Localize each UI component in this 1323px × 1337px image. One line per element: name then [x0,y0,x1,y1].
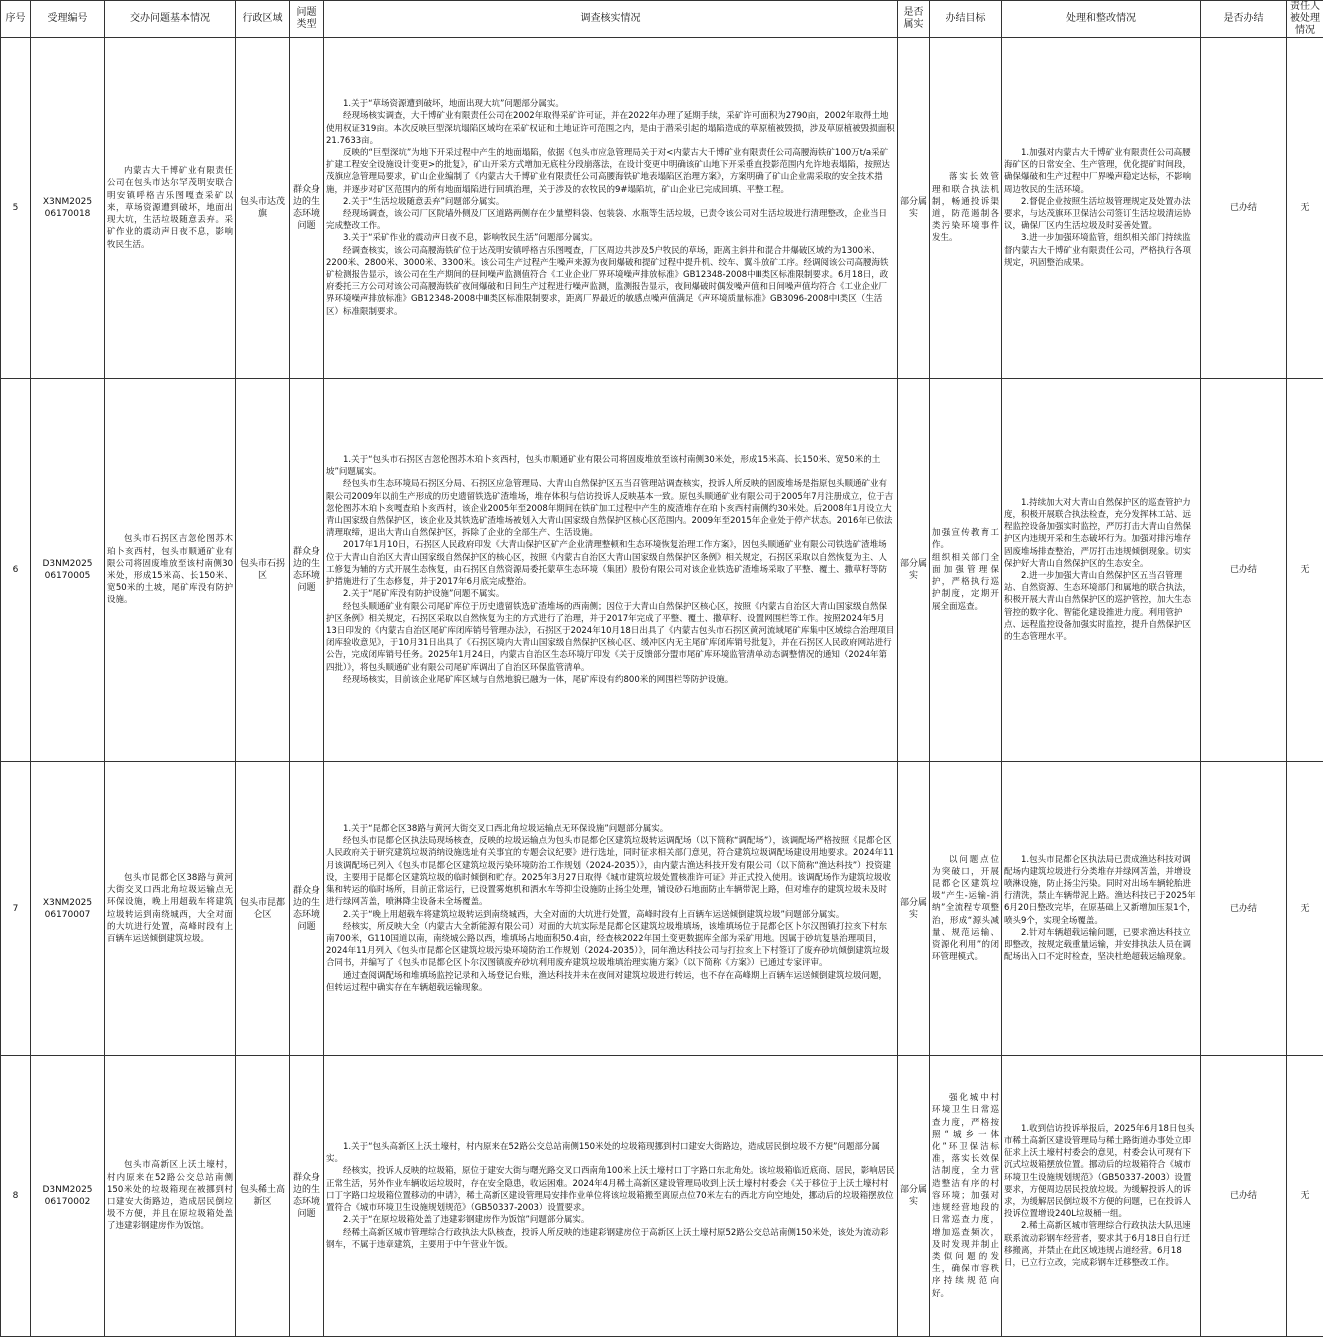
table-header-row [1,1,1323,38]
investigation-paragraph: 经包头市昆都仑区执法局现场核查，反映的垃圾运输点为包头市昆都仑区建筑垃圾转运调配场（以下简称“调配场”），该调配场严格按照《昆都仑区人民政府关于研究建筑垃圾消纳设施选址有关事宜的专题会议纪要》进行选址，同时征求相关部门意见，符合建筑垃圾调配场建设用地要求。2024年11月该调配场已列入《包头市昆都仑区建筑垃圾污染环境防治工作规划（2024-2035）》，由内蒙古渔达科技开发有限公司（以下简称“渔达科技”）投资建设，主要用于昆都仑区建筑垃圾的临时倾倒和贮存。2025年3月27日取得《城市建筑垃圾处置核准许可证》并正式投入使用。该调配场作为建筑垃圾收集和转运的临时场所，目前正常运行，已设置雾炮机和洒水车等抑尘设施防止扬尘处理，铺设砂石地面防止车辆带泥上路，但对堆存的建筑垃圾未及时进行绿网苫盖，喷淋降尘设备未全场覆盖。 [326,835,895,908]
row-code: X3NM2025 06170007 [31,762,105,1056]
investigation-paragraph: 1.关于“包头高新区上沃土壕村，村内原来在52路公交总站南侧150米处的垃圾箱现挪到村口建安大街路边，造成居民倒垃圾不方便”问题部分属实。 [326,1141,895,1165]
row-district: 包头市昆都仑区 [236,762,290,1056]
row-verified: 部分属实 [898,379,930,762]
row-district: 包头稀土高新区 [236,1056,290,1337]
row-seq: 7 [1,762,31,1056]
row-problem: 包头市高新区上沃土壕村，村内原来在52路公交总站南侧150米处的垃圾箱现在被挪到村口建安大街路边，造成居民倒垃圾不方便，并且在原垃圾箱处盖了违建彩钢建房作为饭馆。 [105,1056,236,1337]
row-verified: 部分属实 [898,1056,930,1337]
table-row [1,38,1323,379]
investigation-paragraph: 2017年1月10日，石拐区人民政府印发《大青山保护区矿产企业清理整顿和生态环境恢复治理工作方案》，因包头顺通矿业有限公司铁选矿渣堆场位于大青山自治区大青山国家级自然保护区的核心区，按照《内蒙古自治区大青山国家级自然保护区条例》相关规定，石拐区采取以自然恢复为主、人工修复为辅的方式开展生态恢复，由石拐区自然资源局委托蒙草生态环境（集团）股份有限公司对该企业铁选矿渣堆场采取了平整、覆土、撒草籽等防护措施进行了生态修复，并于2017年6月底完成整治。 [326,539,895,588]
header-measures: 处理和整改情况 [1002,1,1201,38]
row-goal: 加强宣传教育工作。 组织相关部门全面加强管理保护，严格执行巡护制度，定期开展全面巡查。 [930,379,1002,762]
row-code: D3NM2025 06170002 [31,1056,105,1337]
row-measures [1002,762,1201,1056]
investigation-paragraph: 1.关于“包头市石拐区吉忽伦图苏木珀卜亥西村，包头市顺通矿业有限公司将固废堆放至该村南侧30米处，形成15米高、长150米、宽50米的土坡”问题属实。 [326,454,895,478]
investigation-paragraph: 经稀土高新区城市管理综合行政执法大队核查，投诉人所反映的违建彩钢建房位于高新区上沃土壕村原52路公交总站南侧150米处，该处为流动彩钢车，不属于违章建筑，主要用于中午营业午饭。 [326,1227,895,1251]
measure-paragraph: 2.针对车辆超载运输问题，已要求渔达科技立即整改，按规定载重量运输，并安排执法人员在调配场出入口不定时检查，坚决杜绝超载运输现象。 [1004,927,1198,964]
table-row [1,762,1323,1056]
row-closed: 已办结 [1201,379,1287,762]
header-closed: 是否办结 [1201,1,1287,38]
investigation-paragraph: 2.关于“晚上用超载车将建筑垃圾转运到南绕城西，大全对面的大坑进行处置，高峰时段有上百辆车运送倾倒建筑垃圾”问题部分属实。 [326,909,895,921]
row-measures [1002,38,1201,379]
investigation-paragraph: 1.关于“昆都仑区38路与黄河大街交叉口西北角垃圾运输点无环保设施”问题部分属实。 [326,823,895,835]
row-problem: 包头市石拐区吉忽伦图苏木珀卜亥西村，包头市顺通矿业有限公司将固废堆放至该村南侧30米处，形成15米高、长150米、宽50米的土坡，尾矿库没有防护设施。 [105,379,236,762]
investigation-paragraph: 3.关于“采矿作业的震动声日夜不息，影响牧民生活”问题部分属实。 [326,232,895,244]
row-investigation [324,379,898,762]
row-type: 群众身边的生态环境问题 [290,762,324,1056]
row-district: 包头市达茂旗 [236,38,290,379]
header-type: 问题类型 [290,1,324,38]
row-accountability: 无 [1287,38,1323,379]
row-goal: 落实长效管理和联合执法机制，畅通投诉渠道，防范遏制各类污染环境事件发生。 [930,38,1002,379]
investigation-paragraph: 2.关于“在原垃圾箱处盖了违建彩钢建房作为饭馆”问题部分属实。 [326,1214,895,1226]
row-investigation [324,762,898,1056]
investigation-paragraph: 反映的“巨型深坑”为地下开采过程中产生的地面塌陷，依据《包头市应急管理局关于对<内蒙古大千博矿业有限责任公司高腰海铁矿100万t/a采矿扩建工程安全设施设计变更>的批复》，矿山开采方式增加无底柱分段崩落法，在设计变更中明确该矿山地下开采垂直投影范围内允许地表塌陷，按照达茂旗应急管理局要求，矿山企业编制了《内蒙古大千博矿业有限责任公司高腰海铁矿地表塌陷区治理方案》，方案明确了矿山企业需采取的安全技术措施，并逐步对矿区范围内的所有地面塌陷进行回填治理，关于涉及的农牧民的9#塌陷坑，矿山企业已完成回填、平整工程。 [326,147,895,196]
row-type: 群众身边的生态环境问题 [290,379,324,762]
investigation-paragraph: 通过查阅调配场和堆填场监控记录和入场登记台账，渔达科技并未在夜间对建筑垃圾进行转运，也不存在高峰期上百辆车运送倾倒建筑垃圾问题，但转运过程中确实存在车辆超载运输现象。 [326,970,895,994]
row-code: X3NM2025 06170018 [31,38,105,379]
row-verified: 部分属实 [898,38,930,379]
row-goal: 以问题点位为突破口，开展昆都仑区建筑垃圾“产生-运输-消纳”全流程专项整治，形成“源头减量、规范运输、资源化利用”的闭环管理模式。 [930,762,1002,1056]
investigation-paragraph: 经现场核实，目前该企业尾矿库区域与自然地貌已融为一体，尾矿库设有约800米的网围栏等防护设施。 [326,674,895,686]
row-measures [1002,1056,1201,1337]
measure-paragraph: 2.督促企业按照生活垃圾管理规定及处置办法要求，与达茂旗环卫保洁公司签订生活垃圾清运协议，确保厂区内生活垃圾及时妥善处置。 [1004,196,1198,233]
row-closed: 已办结 [1201,762,1287,1056]
header-seq: 序号 [1,1,31,38]
header-code: 受理编号 [31,1,105,38]
header-problem: 交办问题基本情况 [105,1,236,38]
measure-paragraph: 1.持续加大对大青山自然保护区的巡查管护力度，积极开展联合执法检查，充分发挥林工站、远程监控设备加强实时监控，严厉打击大青山自然保护区内违规开采和生态破坏行为。加强对排污堆存固废堆场排查整治，严厉打击违规倾倒现象。切实保护好大青山自然保护区的生态安全。 [1004,497,1198,570]
investigation-paragraph: 2.关于“尾矿库没有防护设施”问题不属实。 [326,588,895,600]
header-investigation: 调查核实情况 [324,1,898,38]
investigation-paragraph: 经包头顺通矿业有限公司尾矿库位于历史遗留铁选矿渣堆场的西南侧；因位于大青山自然保护区核心区，按照《内蒙古自治区大青山国家级自然保护区条例》相关规定，石拐区采取以自然恢复为主的方式进行了治理，并于2017年完成了平整、覆土、撒草籽、设置网围栏等工作。按照2024年5月13日印发的《内蒙古自治区尾矿库闭库销号管理办法》，石拐区于2024年10月18日出具了《内蒙古包头市石拐区黄河流域尾矿库集中区域综合治理项目闭库验收意见》，于10月31日出具了《石拐区境内大青山国家级自然保护区核心区、缓冲区内无主尾矿库闭库销号批复》，并在石拐区人民政府网站进行公告，完成闭库销号任务。2025年1月24日，内蒙古自治区生态环境厅印发《关于反馈部分盟市尾矿库环境监管清单动态调整情况的通知（2024年第四批）》，将包头顺通矿业有限公司尾矿库调出了自治区环保监管清单。 [326,601,895,674]
row-seq: 6 [1,379,31,762]
investigation-paragraph: 1.关于“草场资源遭到破坏，地面出现大坑”问题部分属实。 [326,98,895,110]
investigation-paragraph: 经现场核实调查，大千博矿业有限责任公司在2002年取得采矿许可证，并在2022年办理了延期手续，采矿许可面积为2790亩，2002年取得土地使用权证319亩。本次反映巨型深坑塌陷区域均在采矿权证和土地证许可范围之内，是由于潜采引起的塌陷造成的草原植被毁损，涉及草原植被毁损面积21.7633亩。 [326,110,895,147]
investigation-paragraph: 经现场调查，该公司厂区院墙外侧及厂区道路两侧存在少量塑料袋、包装袋、水瓶等生活垃圾，已责令该公司对生活垃圾进行清理整改，企业当日完成整改工作。 [326,208,895,232]
row-problem: 内蒙古大千博矿业有限责任公司在包头市达尔罕茂明安联合明安镇呼格吉乐图嘎查采矿以来，草场资源遭到破坏，地面出现大坑，生活垃圾随意丢弃。采矿作业的震动声日夜不息，影响牧民生活。 [105,38,236,379]
row-closed: 已办结 [1201,1056,1287,1337]
investigation-paragraph: 2.关于“生活垃圾随意丢弃”问题部分属实。 [326,196,895,208]
measure-paragraph: 1.收到信访投诉举报后，2025年6月18日包头市稀土高新区建设管理局与稀土路街道办事处立即征求上沃土壕村村委会的意见，村委会认可现有下沉式垃圾箱摆放位置。挪动后的垃圾箱符合《城市环境卫生设施规划规范》（GB50337-2003）设置要求，方便周边居民投放垃圾。为缓解投诉人的诉求，为缓解居民倒垃圾不方便的问题，已在投诉人投诉位置增设240L垃圾桶一组。 [1004,1123,1198,1221]
row-seq: 8 [1,1056,31,1337]
investigation-paragraph: 经包头市生态环境局石拐区分局、石拐区应急管理局、大青山自然保护区五当召管理站调查核实，投诉人所反映的固废堆场是指原包头顺通矿业有限公司2009年以前生产形成的历史遗留铁选矿渣堆场，堆存体积与信访投诉人反映基本一致。原包头顺通矿业有限公司于2005年7月注册成立，位于吉忽伦图苏木珀卜亥嘎查珀卜亥西村，该企业2005年至2008年期间在铁矿加工过程中产生的废渣堆存在珀卜亥西村南侧约30米处。后2008年1月设立大青山国家级自然保护区，该企业及其铁选矿渣堆场被划入大青山国家级自然保护区核心区范围内。2009年至2015年企业处于停产状态。2016年已依法清理取缔，退出大青山自然保护区，拆除了企业的全部生产、生活设施。 [326,478,895,539]
measure-paragraph: 1.加强对内蒙古大千博矿业有限责任公司高腰海矿区的日常安全、生产管理，优化提矿时间段，确保爆破和生产过程中厂界噪声稳定达标，不影响周边牧民的生活环境。 [1004,147,1198,196]
investigation-paragraph: 经核实，投诉人反映的垃圾箱，原位于建安大街与曙光路交叉口西南角100米上沃土壕村口丁字路口东北角处。该垃圾箱临近底商、居民，影响居民正常生活，另外作业车辆收运垃圾时，存在安全隐患，收运困难。2024年4月稀土高新区建设管理局收到上沃土壕村村委会《关于移位于上沃土壕村村口丁字路口垃圾箱位置移动的申请》，稀土高新区建设管理局安排作业单位将该垃圾箱搬至离原点位70米左右的西北方向空地处，挪动后的垃圾箱摆放位置符合《城市环境卫生设施规划规范》（GB50337-2003）设置要求。 [326,1165,895,1214]
row-closed: 已办结 [1201,38,1287,379]
table-row [1,1056,1323,1337]
measure-paragraph: 2.稀土高新区城市管理综合行政执法大队迅速联系流动彩钢车经营者，要求其于6月18日自行迁移搬离，并禁止在此区域违规占道经营。6月18日，已立行立改，完成彩钢车迁移整改工作。 [1004,1220,1198,1269]
row-investigation [324,38,898,379]
table-row [1,379,1323,762]
row-problem: 包头市昆都仑区38路与黄河大街交叉口西北角垃圾运输点无环保设施，晚上用超载车将建筑垃圾转运到南绕城西，大全对面的大坑进行处置，高峰时段有上百辆车运送倾倒建筑垃圾。 [105,762,236,1056]
row-district: 包头市石拐区 [236,379,290,762]
row-accountability: 无 [1287,762,1323,1056]
measure-paragraph: 3.进一步加强环境监管，组织相关部门持续监督内蒙古大千博矿业有限责任公司，严格执行各项规定，巩固整治成果。 [1004,232,1198,269]
row-goal: 强化城中村环境卫生日常巡查力度，严格按照“城乡一体化”环卫保洁标准，落实长效保洁制度，全力营造整洁有序的村容环境；加强对违规经营地段的日常巡查力度，增加巡查频次，及时发现并制止类似问题的发生，确保市容秩序持续规范向好。 [930,1056,1002,1337]
row-accountability: 无 [1287,379,1323,762]
header-district: 行政区域 [236,1,290,38]
row-code: D3NM2025 06170005 [31,379,105,762]
investigation-paragraph: 经核实，所反映大全（内蒙古大全新能源有限公司）对面的大坑实际是昆都仑区建筑垃圾堆填场，该堆填场位于昆都仑区卜尔汉图镇打拉亥下村东南700米，G110国道以南，南绕城公路以西，堆填场占地面积50.4亩，经查核2022年国土变更数据库全部为采矿用地。因属于砂坑复垦治理项目，2024年11月列入《包头市昆都仑区建筑垃圾污染环境防治工作规划（2024-2035）》，同年渔达科技公司与打拉亥上下村签订了废弃砂坑倾倒建筑垃圾合同书，并编写了《包头市昆都仑区卜尔汉图镇废弃砂坑利用废弃建筑垃圾堆填治理实施方案》（以下简称《方案》）已通过专家评审。 [326,921,895,970]
row-verified: 部分属实 [898,762,930,1056]
row-accountability: 无 [1287,1056,1323,1337]
investigation-paragraph: 经调查核实，该公司高腰海铁矿位于达茂明安镇呼格吉乐图嘎查，厂区周边共涉及5户牧民的草场，距离主斜井和混合井爆破区域约为1300米、2200米、2800米、3000米、3300米。该公司生产过程产生噪声来源为夜间爆破和提矿过程中提升机、绞车、翼斗放矿工序。经调阅该公司高腰海铁矿检测报告显示，该公司在生产期间的昼间噪声监测值符合《工业企业厂界环境噪声排放标准》GB12348-2008中Ⅲ类区标准限制要求。6月18日，政府委托三方公司对该公司高腰海铁矿夜间爆破和日间生产过程进行噪声监测，监测报告显示，夜间爆破时偶发噪声值和日间噪声值均符合《工业企业厂界环境噪声排放标准》GB12348-2008中Ⅲ类区标准限制要求，距离厂界最近的敏感点噪声值满足《声环境质量标准》GB3096-2008中Ⅰ类区（生活区）标准限制要求。 [326,245,895,318]
header-goal: 办结目标 [930,1,1002,38]
row-type: 群众身边的生态环境问题 [290,38,324,379]
row-type: 群众身边的生态环境问题 [290,1056,324,1337]
row-measures [1002,379,1201,762]
row-seq: 5 [1,38,31,379]
header-accountability: 责任人被处理情况 [1287,1,1323,38]
header-verified: 是否属实 [898,1,930,38]
row-investigation [324,1056,898,1337]
measure-paragraph: 1.包头市昆都仑区执法局已责成渔达科技对调配场内建筑垃圾进行分类堆存并绿网苫盖，并增设喷淋设施，防止扬尘污染。同时对出场车辆轮胎进行清洗，禁止车辆带泥上路。渔达科技已于2025年6月20日整改完毕，在原基础上又新增加压泵1个，喷头9个，实现全场覆盖。 [1004,854,1198,927]
measure-paragraph: 2.进一步加强大青山自然保护区五当召管理站、自然资源、生态环境部门和属地的联合执法，积极开展大青山自然保护区的巡护管控，加大生态管控的数字化、智能化建设推进力度。利用管护点、远程监控设备加强实时监控，提升自然保护区的生态管理水平。 [1004,570,1198,643]
